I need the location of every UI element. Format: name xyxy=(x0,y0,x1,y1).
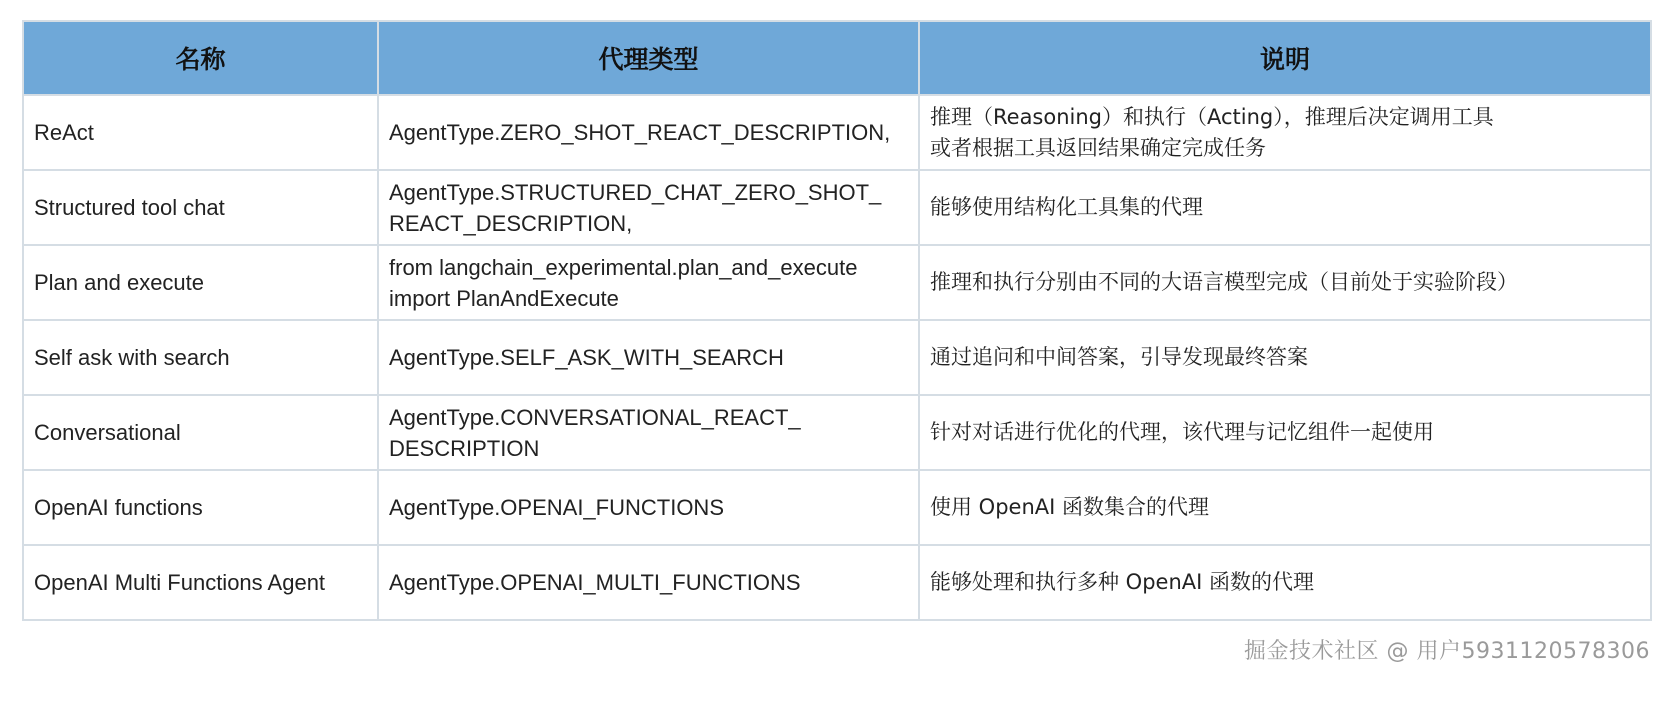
agent-name-cell xyxy=(23,245,378,320)
table-row xyxy=(23,545,1651,620)
agent-name-cell xyxy=(23,395,378,470)
header-description: 说明 xyxy=(919,21,1651,95)
agent-name: OpenAI Multi Functions Agent xyxy=(34,570,326,595)
agent-description-line: 通过追问和中间答案，引导发现最终答案 xyxy=(930,345,1308,369)
agent-type-cell xyxy=(378,320,919,395)
agent-type-line: AgentType.ZERO_SHOT_REACT_DESCRIPTION, xyxy=(389,120,891,145)
agent-name: Plan and execute xyxy=(34,270,205,295)
agent-name: OpenAI functions xyxy=(34,495,203,520)
table-row xyxy=(23,95,1651,170)
agent-type-cell xyxy=(378,395,919,470)
table-row xyxy=(23,320,1651,395)
agent-name-cell xyxy=(23,320,378,395)
agent-description-line: 能够处理和执行多种 OpenAI 函数的代理 xyxy=(930,570,1314,594)
agent-types-table-container xyxy=(22,20,1650,621)
agent-type-line: AgentType.CONVERSATIONAL_REACT_ xyxy=(389,404,801,430)
agent-type-line: AgentType.STRUCTURED_CHAT_ZERO_SHOT_ xyxy=(389,179,882,205)
agent-description-line: 针对对话进行优化的代理，该代理与记忆组件一起使用 xyxy=(930,420,1434,444)
table-header xyxy=(23,21,1651,95)
agent-description-cell xyxy=(919,395,1651,470)
agent-type-line: AgentType.OPENAI_FUNCTIONS xyxy=(389,495,724,520)
agent-description-line: 推理（Reasoning）和执行（Acting），推理后决定调用工具 xyxy=(930,104,1494,129)
agent-name: Conversational xyxy=(34,420,181,445)
table-body xyxy=(23,95,1651,620)
agent-name-cell xyxy=(23,545,378,620)
table-row xyxy=(23,245,1651,320)
agent-types-table xyxy=(22,20,1652,621)
table-row xyxy=(23,395,1651,470)
agent-type-line: import PlanAndExecute xyxy=(389,285,619,311)
agent-description-cell xyxy=(919,470,1651,545)
agent-type-cell xyxy=(378,245,919,320)
agent-description-line: 推理和执行分别由不同的大语言模型完成（目前处于实验阶段） xyxy=(930,270,1518,294)
watermark: 掘金技术社区 @ 用户5931120578306 xyxy=(1244,639,1650,664)
agent-description-cell xyxy=(919,170,1651,245)
header-row xyxy=(23,21,1651,95)
agent-type-cell xyxy=(378,545,919,620)
agent-name-cell xyxy=(23,470,378,545)
header-agent-type: 代理类型 xyxy=(378,21,919,95)
agent-type-line: from langchain_experimental.plan_and_execute xyxy=(389,254,858,280)
agent-type-line: AgentType.OPENAI_MULTI_FUNCTIONS xyxy=(389,570,801,595)
agent-type-line: REACT_DESCRIPTION, xyxy=(389,210,633,236)
agent-description-line: 或者根据工具返回结果确定完成任务 xyxy=(930,135,1266,160)
agent-type-cell xyxy=(378,95,919,170)
agent-type-line: AgentType.SELF_ASK_WITH_SEARCH xyxy=(389,345,784,370)
header-name: 名称 xyxy=(23,21,378,95)
agent-type-line: DESCRIPTION xyxy=(389,435,540,461)
table-row xyxy=(23,470,1651,545)
agent-description-line: 能够使用结构化工具集的代理 xyxy=(930,195,1203,219)
agent-description-cell xyxy=(919,95,1651,170)
agent-description-line: 使用 OpenAI 函数集合的代理 xyxy=(930,495,1209,519)
agent-name: Structured tool chat xyxy=(34,195,225,220)
table-row xyxy=(23,170,1651,245)
agent-name-cell xyxy=(23,170,378,245)
agent-type-cell xyxy=(378,170,919,245)
agent-type-cell xyxy=(378,470,919,545)
agent-name: Self ask with search xyxy=(34,345,230,370)
agent-name-cell xyxy=(23,95,378,170)
agent-description-cell xyxy=(919,245,1651,320)
agent-description-cell xyxy=(919,545,1651,620)
agent-name: ReAct xyxy=(34,120,94,145)
agent-description-cell xyxy=(919,320,1651,395)
